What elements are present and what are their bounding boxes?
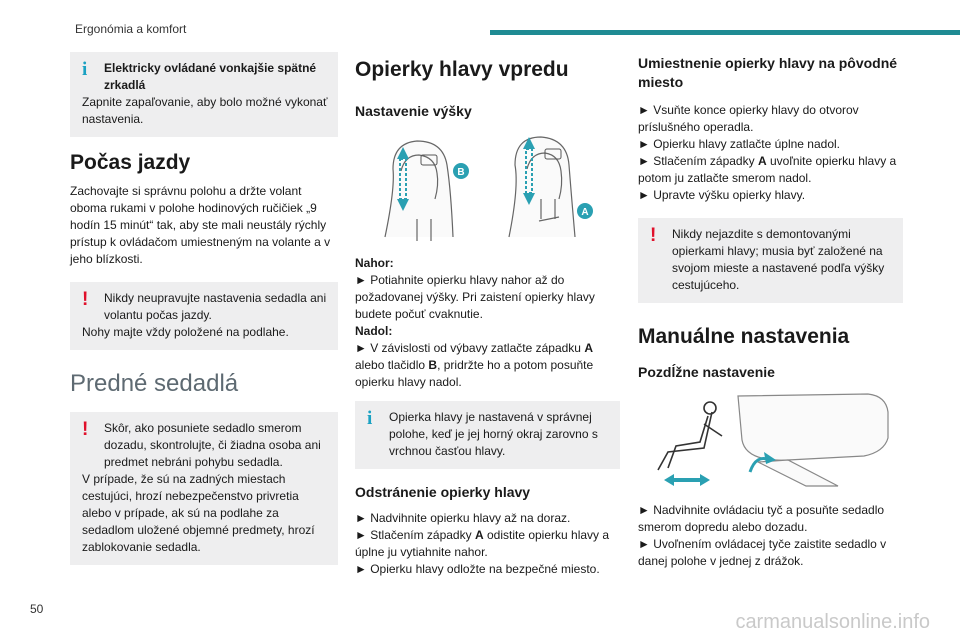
heading-height: Nastavenie výšky (355, 103, 472, 119)
replace-steps (638, 102, 903, 204)
warning-text: Nikdy nejazdite s demontovanými opierkami hlavy; musia byť založené na svojom mieste a nastavené podľa výšky cestujúceho. (672, 227, 885, 292)
heading-front-seats: Predné sedadlá (70, 370, 239, 397)
info-icon: i (367, 408, 373, 429)
note-title: Elektricky ovládané vonkajšie spätné zrkadlá (104, 61, 317, 92)
warning-text: Nohy majte vždy položené na podlahe. (82, 325, 289, 339)
column-1 (70, 52, 338, 579)
down-text: alebo tlačidlo (355, 358, 426, 372)
replace-step: ► Upravte výšku opierky hlavy. (638, 188, 806, 202)
warning-note-driving (70, 282, 338, 350)
info-text: Opierka hlavy je nastavená v správnej polohe, keď je jej horný okraj zarovno s vrchnou časťou hlavy. (389, 410, 598, 458)
key-a: A (474, 528, 484, 542)
longitudinal-steps (638, 502, 903, 570)
removal-steps (355, 510, 620, 578)
removal-step: ► Nadvihnite opierku hlavy až na doraz. (355, 511, 571, 525)
heading-headrests: Opierky hlavy vpredu (355, 58, 569, 81)
up-section (355, 255, 620, 391)
key-b: B (428, 358, 438, 372)
up-text: ► Potiahnite opierku hlavy nahor až do požadovanej výšky. Pri zaistení opierky hlavy budete počuť cvaknutie. (355, 273, 595, 321)
warning-note-headrest (638, 218, 903, 303)
note-text: Zapnite zapaľovanie, aby bolo možné vykonať nastavenia. (82, 95, 328, 126)
up-label: Nahor: (355, 256, 394, 270)
info-icon: i (82, 59, 88, 80)
longitudinal-step: ► Uvoľnením ovládacej tyče zaistite sedadlo v danej polohe v jednej z drážok. (638, 537, 887, 568)
warning-text: V prípade, že sú na zadných miestach cestujúci, hrozí nebezpečenstvo privretia alebo v prípade, ak sú na podlahe za sedadlom uložené objemné predmety, hrozí zablokovanie sedadla. (82, 472, 315, 554)
heading-manual: Manuálne nastavenia (638, 325, 850, 348)
key-a: A (757, 154, 767, 168)
replace-step: ► Vsuňte konce opierky hlavy do otvorov príslušného operadla. (638, 103, 859, 134)
warning-icon: ! (82, 289, 89, 310)
paragraph-driving: Zachovajte si správnu polohu a držte volant oboma rukami v polohe hodinových ručičiek „9 hodín 15 minút“ tak, aby ste mali neustály rýchly prístup k ovládačom umiestneným na volante a v jeho blízkosti. (70, 184, 331, 266)
removal-step: ► Stlačením západky (355, 528, 472, 542)
down-text: ► V závislosti od výbavy zatlačte západku (355, 341, 581, 355)
warning-icon: ! (82, 419, 89, 440)
column-2 (355, 52, 620, 578)
headrest-illustration (355, 129, 620, 249)
warning-icon: ! (650, 225, 657, 246)
seat-adjust-illustration (638, 390, 903, 490)
warning-text: Skôr, ako posuniete sedadlo smerom dozadu, skontrolujte, či žiadna osoba ani predmet nebráni pohybu sedadla. (104, 421, 321, 469)
removal-step: odistite opierku hlavy a úplne ju vytiahnite nahor. (355, 528, 610, 559)
callout-b: B (457, 167, 465, 178)
replace-step: ► Stlačením západky (638, 154, 755, 168)
watermark: carmanualsonline.info (735, 611, 930, 633)
removal-step: ► Opierku hlavy odložte na bezpečné miesto. (355, 562, 600, 576)
heading-replace: Umiestnenie opierky hlavy na pôvodné miesto (638, 55, 898, 90)
heading-driving: Počas jazdy (70, 151, 191, 174)
down-label: Nadol: (355, 324, 393, 338)
down-text: , pridržte ho a potom posuňte opierku hlavy nadol. (355, 358, 594, 389)
info-note-mirrors (70, 52, 338, 137)
longitudinal-step: ► Nadvihnite ovládaciu tyč a posuňte sedadlo smerom dopredu alebo dozadu. (638, 503, 885, 534)
replace-step: ► Opierku hlavy zatlačte úplne nadol. (638, 137, 840, 151)
page-number: 50 (30, 602, 44, 616)
heading-longitudinal: Pozdĺžne nastavenie (638, 364, 775, 380)
info-note-headrest (355, 401, 620, 469)
heading-removal: Odstránenie opierky hlavy (355, 484, 531, 500)
key-a: A (584, 341, 593, 355)
running-header: Ergonómia a komfort (75, 22, 187, 36)
warning-text: Nikdy neupravujte nastavenia sedadla ani volantu počas jazdy. (104, 291, 327, 322)
column-3 (638, 52, 903, 570)
header-accent-bar (490, 30, 960, 35)
replace-step: uvoľnite opierku hlavy a potom ju zatlačte smerom nadol. (638, 154, 897, 185)
warning-note-seats (70, 412, 338, 565)
callout-a: A (581, 207, 589, 218)
